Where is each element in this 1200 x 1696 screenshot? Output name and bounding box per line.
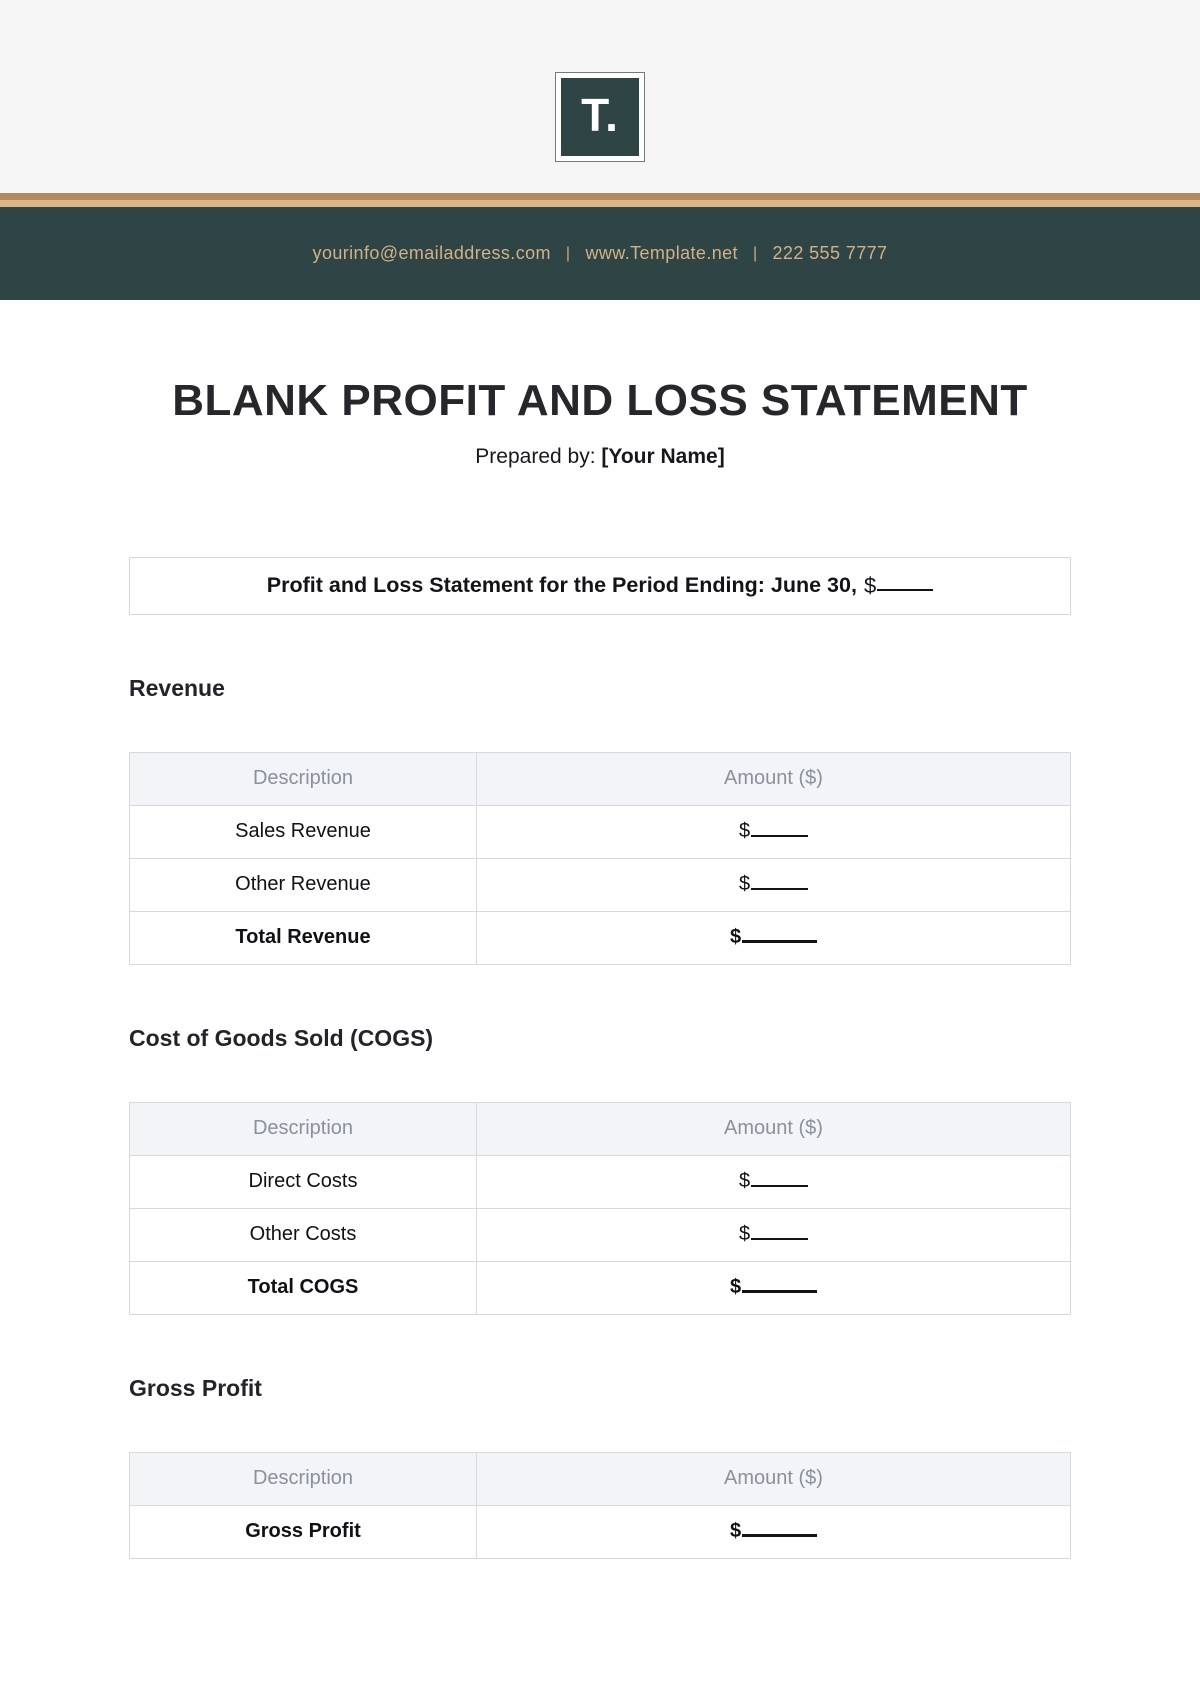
table-row (130, 1155, 1070, 1208)
amount-blank-line (751, 835, 808, 837)
section-gross-profit (129, 1375, 1071, 1559)
description-cell: Gross Profit (130, 1506, 477, 1558)
column-header-amount: Amount ($) (724, 1117, 823, 1140)
amount-cell (477, 806, 1070, 858)
description-cell: Total COGS (130, 1262, 477, 1314)
table-header-row (130, 753, 1070, 805)
description-cell: Sales Revenue (130, 806, 477, 858)
currency-prefix: $ (729, 1520, 742, 1543)
amount-blank-line (742, 940, 817, 943)
currency-prefix: $ (729, 926, 742, 949)
section-cogs (129, 1025, 1071, 1315)
amount-cell (477, 1506, 1070, 1558)
section-heading-gross-profit: Gross Profit (129, 1374, 262, 1401)
table-row-total (130, 911, 1070, 964)
table-header-row (130, 1103, 1070, 1155)
prepared-by-label: Prepared by: (475, 444, 596, 468)
document-body (129, 376, 1071, 1559)
table-row-total (130, 1505, 1070, 1558)
section-revenue (129, 675, 1071, 965)
amount-blank-line (751, 1238, 808, 1240)
column-header-amount: Amount ($) (724, 767, 823, 790)
currency-prefix: $ (738, 1170, 751, 1193)
prepared-by-name: [Your Name] (601, 444, 725, 468)
amount-blank-line (742, 1534, 817, 1537)
currency-prefix: $ (738, 1223, 751, 1246)
table-row (130, 858, 1070, 911)
currency-prefix: $ (729, 1276, 742, 1299)
amount-blank-line (751, 888, 808, 890)
contact-email: yourinfo@emailaddress.com (312, 243, 551, 263)
description-cell: Total Revenue (130, 912, 477, 964)
currency-prefix: $ (738, 820, 751, 843)
amount-cell (477, 912, 1070, 964)
table-row-total (130, 1261, 1070, 1314)
section-heading-cogs: Cost of Goods Sold (COGS) (129, 1024, 434, 1051)
letterhead (0, 0, 1200, 300)
table-row (130, 805, 1070, 858)
amount-blank-line (742, 1290, 817, 1293)
brand-logo-text: T. (581, 89, 619, 141)
revenue-table (129, 752, 1071, 965)
contact-website: www.Template.net (585, 243, 738, 263)
period-statement-text: Profit and Loss Statement for the Period Ending: June 30, (266, 573, 857, 598)
contact-bar (0, 207, 1200, 300)
document-title: BLANK PROFIT AND LOSS STATEMENT (172, 376, 1028, 425)
gross-profit-table (129, 1452, 1071, 1559)
column-header-amount: Amount ($) (724, 1467, 823, 1490)
table-header-row (130, 1453, 1070, 1505)
column-header-description: Description (130, 1103, 477, 1155)
amount-cell (477, 859, 1070, 911)
letterhead-top-band (0, 0, 1200, 193)
description-cell: Other Costs (130, 1209, 477, 1261)
accent-stripe-light (0, 200, 1200, 207)
prepared-by-line (129, 445, 1071, 469)
description-cell: Other Revenue (130, 859, 477, 911)
amount-cell (477, 1262, 1070, 1314)
section-heading-revenue: Revenue (129, 674, 225, 701)
description-cell: Direct Costs (130, 1156, 477, 1208)
contact-separator: | (565, 244, 571, 262)
currency-prefix: $ (738, 873, 751, 896)
column-header-description: Description (130, 753, 477, 805)
column-header-description: Description (130, 1453, 477, 1505)
amount-cell (477, 1156, 1070, 1208)
amount-blank-line (751, 1185, 808, 1187)
period-statement-box (129, 557, 1071, 615)
contact-separator: | (752, 244, 758, 262)
currency-prefix: $ (863, 572, 877, 598)
contact-phone: 222 555 7777 (772, 243, 888, 263)
brand-logo (556, 73, 644, 161)
table-row (130, 1208, 1070, 1261)
cogs-table (129, 1102, 1071, 1315)
amount-cell (477, 1209, 1070, 1261)
amount-blank-line (877, 589, 933, 591)
accent-stripe-dark (0, 193, 1200, 200)
